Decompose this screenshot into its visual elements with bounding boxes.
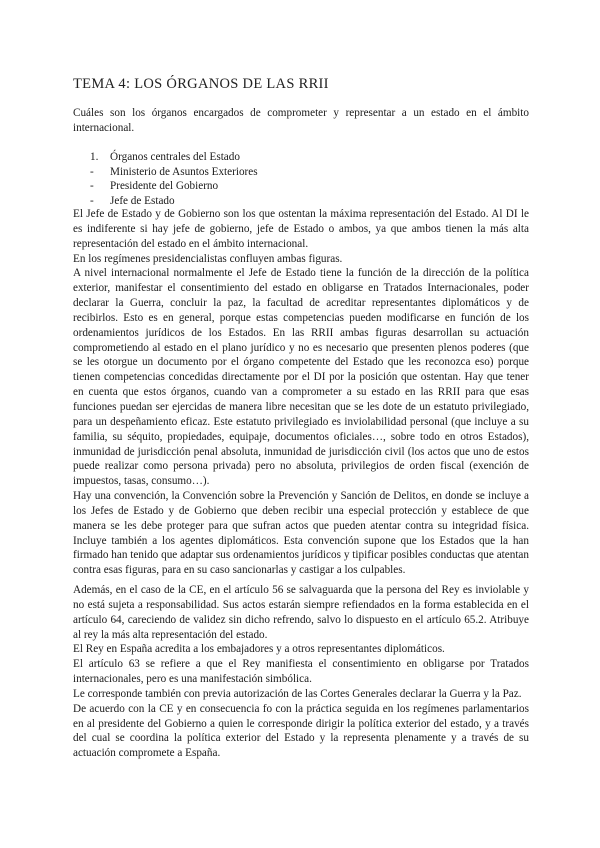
list-item-text: Ministerio de Asuntos Exteriores <box>110 165 258 178</box>
intro-paragraph: Cuáles son los órganos encargados de comprometer y representar a un estado en el ámbito internacional. <box>73 107 529 134</box>
list-marker: - <box>90 180 94 192</box>
list-item-text: Órganos centrales del Estado <box>110 151 240 163</box>
list-item <box>73 150 529 165</box>
list-marker: - <box>90 165 94 178</box>
list-item-text: Jefe de Estado <box>110 194 175 207</box>
list-marker: - <box>90 194 94 207</box>
list-item <box>73 165 529 180</box>
paragraph: En los regímenes presidencialistas confluyen ambas figuras. <box>73 252 343 265</box>
list-item <box>73 179 529 194</box>
paragraph: Le corresponde también con previa autorización de las Cortes Generales declarar la Guerra y la Paz. <box>73 687 522 700</box>
list-item-text: Presidente del Gobierno <box>110 180 219 192</box>
paragraph: De acuerdo con la CE y en consecuencia fo con la práctica seguida en los regímenes parlamentarios en al presidente del Gobierno a quien le corresponde dirigir la política exterior del estado, y a través del cual se coordina la política exterior del Estado y la representa plenamente y a través de su actuación compromete a España. <box>73 702 529 760</box>
paragraph: El Jefe de Estado y de Gobierno son los que ostentan la máxima representación del Estado. Al DI le es indiferente si hay jefe de gobierno, jefe de Estado o ambos, ya que ambos tienen la más alta representación del estado en el ámbito internacional. <box>73 208 529 250</box>
section-spanish-constitution <box>73 583 529 761</box>
paragraph: El artículo 63 se refiere a que el Rey manifiesta el consentimiento en obligarse por Tratados internacionales, pero es una manifestación simbólica. <box>73 658 529 686</box>
paragraph: A nivel internacional normalmente el Jefe de Estado tiene la función de la dirección de la política exterior, manifestar el consentimiento del estado en obligarse en Tratados Internacionales, poder declarar la Guerra, concluir la paz, la facultad de acreditar representantes diplomáticos y de recibirlos. Esto es en general, porque estas competencias pueden modificarse en función de los ordenamientos jurídicos de los Estados. En las RRII ambas figuras desarrollan su actuación comprometiendo al estado en el plano jurídico y no es necesario que presenten plenos poderes (que se les otorgue un documento por el órgano competente del Estado que les reconozca eso) porque tienen competencias concedidas directamente por el DI por la posición que ostentan. Hay que tener en cuenta que estos órganos, cuando van a comprometer a su estado en las RRII para que esas funciones puedan ser ejercidas de manera libre necesitan que se les dote de un estatuto privilegiado, para un despeñamiento eficaz. Este estatuto privilegiado es inviolabilidad personal (que incluye a su familia, su séquito, propiedades, equipaje, documentos oficiales…, sobre todo en otros Estados), inmunidad de jurisdicción penal absoluta, inmunidad de jurisdicción civil (los actos que uno de estos puede realizar como persona privada) pero no absoluta, privilegios de orden fiscal (exención de impuestos, tasas, consumo…). <box>73 267 529 488</box>
list-item <box>73 194 529 209</box>
list-marker: 1. <box>90 151 99 163</box>
paragraph: El Rey en España acredita a los embajadores y a otros representantes diplomáticos. <box>73 643 445 656</box>
organs-list <box>73 150 529 208</box>
page-title: TEMA 4: LOS ÓRGANOS DE LAS RRII <box>73 76 329 92</box>
section-heads-of-state <box>73 207 529 578</box>
paragraph: Hay una convención, la Convención sobre la Prevención y Sanción de Delitos, en donde se incluye a los Jefes de Estado y de Gobierno que deben recibir una especial protección y establece de que manera se les debe proteger para que sufran actos que pueden atentar contra su integridad física. Incluye también a los agentes diplomáticos. Esta convención supone que los Estados que la han firmado han tenido que adaptar sus ordenamientos jurídicos y tipificar posibles conductas que atentan contra esas figuras, para en su caso sancionarlas y castigar a los culpables. <box>73 490 529 577</box>
paragraph: Además, en el caso de la CE, en el artículo 56 se salvaguarda que la persona del Rey es inviolable y no está sujeta a responsabilidad. Sus actos estarán siempre refiendados en la forma establecida en el artículo 64, careciendo de validez sin dicho refrendo, salvo lo dispuesto en el artículo 65.2. Atribuye al rey la más alta representación del estado. <box>73 584 529 641</box>
